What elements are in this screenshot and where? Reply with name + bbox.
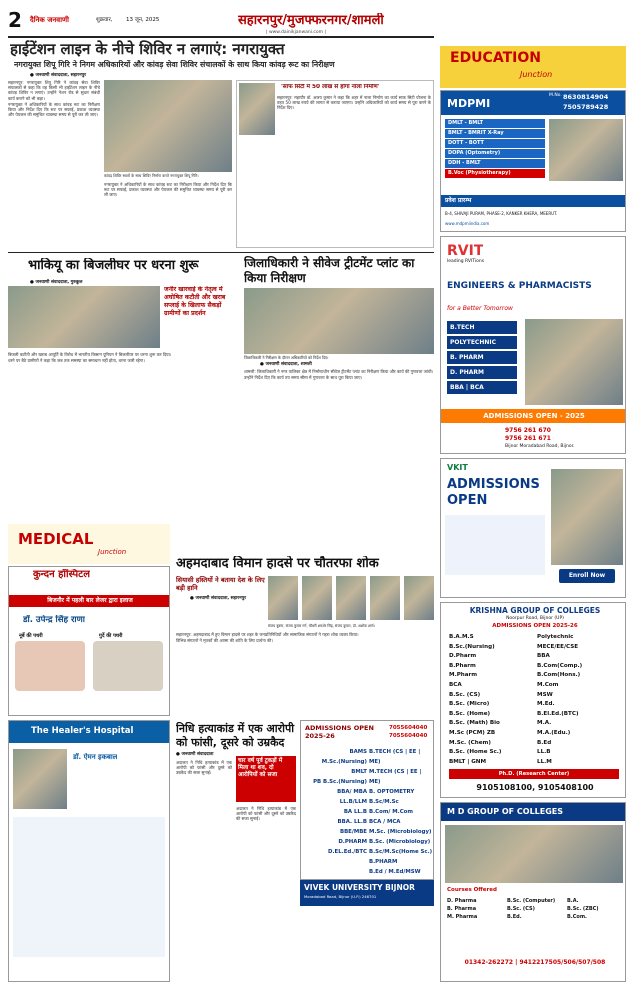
vivek-courses-right	[369, 747, 433, 877]
rvit-students-photo	[525, 319, 623, 405]
course: BAMS	[349, 749, 367, 755]
rvit-admissions: ADMISSIONS OPEN - 2025	[441, 409, 626, 423]
md-col3	[567, 897, 623, 921]
healers-services	[13, 817, 165, 957]
course: DDH - BMLT	[445, 159, 545, 168]
day: शुक्रवार,	[96, 17, 113, 23]
course: DMLT - BMLT	[445, 119, 545, 128]
mdpmi-ad	[440, 90, 626, 232]
quote-headline: 'साफ सिटी में 50 लाख से होगा नाला निर्माण'	[281, 84, 380, 90]
quote-box	[236, 80, 434, 248]
story1-para: नगरायुक्त ने अधिकारियों के साथ कांवड़ रूट का निरीक्षण किया और निर्देश दिए कि रूट पर सफाई, प्रकाश व्यवस्था और पेयजल की समुचित व्यवस्था समय से पूरी कर ली जाए।	[8, 101, 100, 118]
krishna-admissions: ADMISSIONS OPEN 2025-26	[492, 623, 578, 629]
course: LL.B	[537, 749, 551, 756]
course: LL.M	[537, 758, 552, 765]
story3-headline: जिलाधिकारी ने सीवेज ट्रीटमेंट प्लांट का किया निरीक्षण	[244, 256, 415, 285]
mdpmi-courses	[445, 119, 545, 178]
rvit-tagline: leading RVITions	[447, 259, 485, 264]
vkit-student-photo	[551, 469, 623, 565]
course: B.Ed.	[507, 914, 522, 920]
story1-body	[8, 80, 100, 250]
course: MECE/EE/CSE	[537, 643, 579, 650]
page-number: 2	[8, 8, 22, 32]
vivek-admissions: ADMISSIONS OPEN 2025-26	[305, 724, 374, 740]
course: M.Ed.	[537, 701, 555, 708]
course: B.TECH	[447, 321, 517, 334]
kundan-tag: नूर्बे की पथरी	[19, 633, 43, 639]
krishna-courses-right	[537, 633, 623, 767]
masthead	[8, 10, 628, 36]
course: B.Sc/M.Sc	[369, 799, 399, 805]
course: POLYTECHNIC	[447, 336, 517, 349]
mdpmi-name: MDPMI	[447, 97, 491, 110]
story4-byline: ● जनवाणी संवाददाता, सहारनपुर	[190, 596, 246, 601]
vivek-courses-left	[303, 747, 367, 857]
doctor-photo	[13, 749, 67, 809]
course: D.PHARM	[338, 839, 367, 845]
course: M.Pharm	[449, 672, 478, 679]
course: M.A.(Edu.)	[537, 729, 571, 736]
course: MSW	[537, 691, 553, 698]
story4-caption: संजय बूबना, संजय कुमार गर्ग, चौधरी शमशेर सिंह, संजय कुमार, डॉ. अशोक शर्मा।	[268, 624, 375, 628]
course: B.PHARM	[369, 859, 398, 865]
course: BMLT | GNM	[449, 758, 487, 765]
story3-body: शामली: जिलाधिकारी ने नगर पालिका क्षेत्र में निर्माणाधीन सीवेज ट्रीटमेंट प्लांट का निरीक्षण किया और कार्य की गुणवत्ता जांची। उन्होंने निर्देश दिए कि कार्य तय समय सीमा में गुणवत्ता के साथ पूरा किया जाए।	[244, 369, 434, 381]
healers-hospital-ad	[8, 720, 170, 982]
course: BBA | BCA	[447, 381, 517, 394]
course: B.Sc. (Micro)	[449, 701, 490, 708]
course: B.Sc. (Home)	[449, 710, 491, 717]
healers-name: The Healer's Hospital	[31, 726, 134, 736]
story5-sidehead: चार वर्ष पूर्व टुकड़ों में मिला था शव, दो आरोपियों को सजा	[236, 756, 296, 802]
story4-sidehead: सियासी हस्तियों ने बताया देश के लिए बड़ी हानि	[176, 576, 265, 592]
course: B.Pharm	[449, 662, 476, 669]
krishna-phone: 9105108100, 9105408100	[476, 783, 594, 792]
course: B.Sc/M.Sc(Home Sc.)	[369, 849, 433, 855]
course: B.Sc. (Computer)	[507, 898, 556, 904]
course: B.Ed / M.Ed/MSW	[369, 869, 421, 875]
kundan-name: कुन्दन हॉस्पिटल	[33, 569, 90, 580]
course: B.Ed	[537, 739, 552, 746]
md-phone-2: 9412217505/506/507/508	[519, 959, 606, 966]
vivek-name: VIVEK UNIVERSITY BIJNOR	[304, 883, 415, 892]
course: M.Sc (PCM) ZB	[449, 729, 496, 736]
md-phone-1: 01342-262272	[464, 959, 514, 966]
story5-byline: ● जनवाणी संवाददाता	[176, 752, 214, 757]
kidney-image	[15, 641, 85, 691]
story1-photo	[104, 80, 232, 172]
course: B.Sc. (ZBC)	[567, 906, 599, 912]
course: M. Pharma	[447, 914, 478, 920]
course: B.Com(Hons.)	[537, 672, 581, 679]
masthead-rule	[8, 36, 434, 38]
course: M.Sc. (Microbiology)	[369, 829, 432, 835]
md-group-ad	[440, 802, 626, 982]
story3-caption: जिलाधिकारी ने निरीक्षण के दौरान अधिकारियों को निर्देश दिए।	[244, 355, 329, 360]
mdpmi-address: B-4, SHIVAJI PURAM, PHASE-2, KANKER KHERA, MEERUT.	[445, 211, 558, 216]
story1-body-cont: नगरायुक्त ने अधिकारियों के साथ कांवड़ रूट का निरीक्षण किया और निर्देश दिए कि रूट पर सफाई, प्रकाश व्यवस्था और पेयजल की समुचित व्यवस्था समय से पूरी कर ली जाए।	[104, 182, 232, 198]
healers-doctor: डॉ. ऐमन इकबाल	[73, 753, 118, 761]
vivek-address: Moradabad Road, Bijnor (U.P.) 246701	[304, 894, 377, 899]
kundan-hospital-ad	[8, 566, 170, 716]
story2-body: बिजली कटौती और खराब आपूर्ति के विरोध में भारतीय किसान यूनियन ने बिजलीघर पर धरना शुरू कर दिया। धरने पर बैठे ग्रामीणों ने कहा कि जब तक समस्या का समाधान नहीं होता, धरना जारी रहेगा।	[8, 352, 172, 364]
course: B. OPTOMETRY	[369, 789, 415, 795]
course: B.Sc. (Home Sc.)	[449, 749, 502, 756]
vivek-phone2: 7055604040	[389, 733, 428, 739]
md-col2	[507, 897, 563, 921]
krishna-research: Ph.D. (Research Center)	[449, 769, 619, 779]
course: D. Pharma	[447, 898, 477, 904]
course: B.A.M.S	[449, 634, 474, 640]
story3-byline: ● जनवाणी संवाददाता, शामली	[260, 362, 312, 367]
date: 13 जून, 2025	[126, 17, 160, 23]
course: M.Sc.(Nursing)	[321, 759, 367, 765]
course: B. Pharma	[447, 906, 477, 912]
education-junction-sub: Junction	[520, 70, 553, 79]
rvit-address: Bijnor Moradabad Road, Bijnor.	[505, 444, 575, 449]
course: PB B.Sc.(Nursing)	[313, 779, 367, 785]
medical-junction-sub: Junction	[98, 548, 127, 556]
course: B.Sc. (CS)	[507, 906, 535, 912]
rvit-ad	[440, 236, 626, 454]
course: B.A.	[567, 898, 579, 904]
story1-para: सहारनपुर: नगरायुक्त शिपू गिरि ने कांवड़ सेवा शिविर संचालकों से कहा कि वह किसी भी हाईटेंशन लाइन के नीचे कांवड़ शिविर न लगाएं। उन्होंने नेशन रोड से सुधार संबंधी कार्य कराने को भी कहा।	[8, 80, 100, 101]
course: B. PHARM	[447, 351, 517, 364]
education-junction-title: EDUCATION	[450, 50, 541, 66]
story1-subhead: नगरायुक्त शिपू गिरि ने निगम अधिकारियों और कांवड़ सेवा शिविर संचालकों के साथ किया कांवड़ रूट का निरीक्षण	[14, 60, 335, 69]
course: BMLT	[351, 769, 367, 775]
story3-photo	[244, 288, 434, 354]
course: M.A.	[537, 720, 552, 727]
mdpmi-admission: प्रवेश प्रारम्भ	[441, 195, 626, 207]
medical-junction-banner	[8, 524, 170, 564]
course: D.EL.Ed./BTC	[328, 849, 367, 855]
story2-headline: भाकियू का बिजलीघर पर धरना शुरू	[28, 258, 199, 273]
brand-name: दैनिक जनवाणी	[30, 16, 69, 24]
course: BBA/ MBA	[337, 789, 367, 795]
story5-headline: निधि हत्याकांड में एक आरोपी को फांसी, दूसरे को उम्रकैद	[176, 722, 295, 749]
vkit-name: VKIT	[447, 463, 468, 472]
rvit-courses	[447, 321, 517, 394]
divider	[8, 252, 434, 253]
krishna-ad	[440, 602, 626, 798]
course: M.Com	[537, 681, 559, 688]
story5-body: अदालत ने निधि हत्याकांड में एक आरोपी को फांसी और दूसरे को उम्रकैद की सजा सुनाई।	[176, 760, 232, 776]
course: BMLT - BMRIT X-Ray	[445, 129, 545, 138]
krishna-location: Noorpur Road, Bijnor (UP)	[506, 616, 564, 621]
gallbladder-image	[93, 641, 163, 691]
course: B.TECH (CS | EE | ME)	[369, 749, 421, 765]
md-campus-photo	[445, 825, 623, 883]
course: B.Com(Comp.)	[537, 662, 583, 669]
story2-sidehead: जनीर खारवाई के नेतृत्व में अघोषित कटौती और खराब सप्लाई के खिलाफ सैकड़ों ग्रामीणों का प्रदर्शन	[164, 286, 226, 317]
kundan-tag: गुर्दे की पथरी	[99, 633, 123, 639]
course: DOPA (Optometry)	[445, 149, 545, 158]
krishna-courses-left	[449, 633, 533, 767]
course: B.Com/ M.Com	[369, 809, 413, 815]
course: B.Sc. (CS)	[449, 691, 481, 698]
rvit-phone: 9756 261 670	[505, 427, 551, 434]
course: BBA	[537, 653, 550, 660]
website-url: | www.dainikjanwani.com |	[266, 30, 326, 35]
vivek-footer	[300, 880, 434, 906]
kundan-banner: बिजनौर में पहली बार लेजर द्वारा इलाज	[9, 595, 170, 607]
course: BCA	[449, 681, 462, 688]
course: B.El.Ed.(BTC)	[537, 710, 579, 717]
course: DOTT - BOTT	[445, 139, 545, 148]
md-courses-offered: Courses Offered	[447, 887, 497, 893]
vkit-admissions: ADMISSIONS OPEN	[447, 477, 540, 508]
rvit-headline: ENGINEERS & PHARMACISTS	[447, 281, 592, 291]
vkit-course-list	[445, 515, 545, 575]
rvit-sub: for a Better Tomorrow	[447, 305, 513, 312]
course-tag: B.Voc (Physiotherapy)	[445, 169, 545, 178]
mdpmi-site: www.mdpmiindia.com	[445, 221, 490, 226]
course: D. PHARM	[447, 366, 517, 379]
course: B.Sc.(Nursing)	[449, 643, 495, 650]
md-group-name: M D GROUP OF COLLEGES	[447, 807, 564, 816]
vivek-university-ad	[300, 720, 434, 880]
course: BBA. LL.B	[337, 819, 367, 825]
medical-junction-title: MEDICAL	[18, 530, 94, 548]
story1-byline: ● जनवाणी संवाददाता, सहारनपुर	[30, 73, 86, 78]
enroll-now-button[interactable]: Enroll Now	[559, 569, 615, 583]
krishna-name: KRISHNA GROUP OF COLLEGES	[469, 606, 601, 615]
md-col1	[447, 897, 503, 921]
education-junction-banner	[440, 46, 626, 88]
mdpmi-mobile2: 7505789428	[563, 103, 609, 111]
vkit-ad	[440, 458, 626, 598]
course: Polytechnic	[537, 634, 574, 640]
course: LL.B/LLM	[339, 799, 367, 805]
course: BBE/MBE	[339, 829, 367, 835]
course: BCA / MCA	[369, 819, 401, 825]
course: D.Pharm	[449, 653, 477, 660]
course: BA LL.B	[343, 809, 367, 815]
course: M.Sc. (Chem)	[449, 739, 491, 746]
md-phone: 01342-262272 | 9412217505/506/507/508	[464, 959, 606, 966]
mdpmi-photo	[549, 119, 623, 181]
quote-photo	[239, 83, 275, 135]
story5-body-cont: अदालत ने निधि हत्याकांड में एक आरोपी को फांसी और दूसरे को उम्रकैद की सजा सुनाई।	[236, 806, 296, 822]
mdpmi-mobile-label: M.No.	[549, 93, 562, 98]
story2-byline: ● जनवाणी संवाददाता, गुरुकुल	[30, 280, 83, 285]
vivek-phone: 7055604040	[389, 725, 428, 731]
course: B.Sc. (Math) Bio	[449, 720, 500, 727]
kundan-doctor: डॉ. उपेन्द्र सिंह राणा	[23, 615, 85, 625]
rvit-name: RVIT	[447, 243, 484, 259]
course: M.TECH (CS | EE | ME)	[369, 769, 422, 785]
course: B.Sc. (Microbiology)	[369, 839, 431, 845]
story2-photo	[8, 286, 160, 348]
edition-title: सहारनपुर/मुजफ्फरनगर/शामली	[238, 13, 384, 28]
course: B.Com.	[567, 914, 587, 920]
story4-body: सहारनपुर: अहमदाबाद में हुए विमान हादसे पर शहर के जनप्रतिनिधियों और सामाजिक संगठनों ने गहरा शोक व्यक्त किया। विभिन्न संगठनों ने मृतकों की आत्मा की शांति के लिए प्रार्थना की।	[176, 632, 359, 644]
story1-headline: हाईटेंशन लाइन के नीचे शिविर न लगाएं: नगरायुक्त	[10, 40, 285, 58]
story4-headline: अहमदाबाद विमान हादसे पर चौतरफा शोक	[176, 556, 379, 571]
mdpmi-mobile1: 8630814904	[563, 93, 609, 101]
quote-body: सहारनपुर: महापौर डॉ. अजय कुमार ने कहा कि शहर में नाला निर्माण का कार्य साफ सिटी योजना के तहत 50 लाख रुपये की लागत से कराया जाएगा। उन्होंने अधिकारियों को कार्य समय से पूरा करने के निर्देश दिए।	[277, 95, 431, 111]
rvit-phone2: 9756 261 671	[505, 435, 551, 442]
story1-caption: कांवड़ शिविर स्थलों के साथ शिविर निर्माण करते नगरायुक्त शिपू गिरि।	[104, 173, 199, 178]
